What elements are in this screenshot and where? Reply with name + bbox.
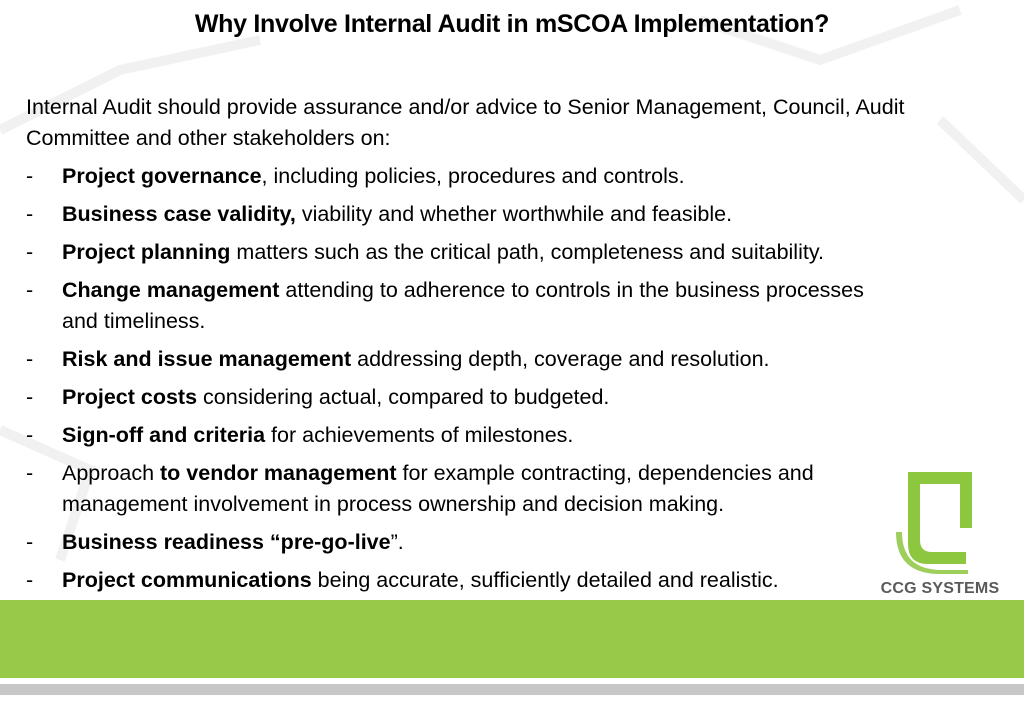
bullet-marker: - (26, 240, 34, 264)
list-item: - Change management attending to adherence to controls in the business processes and timeliness. (26, 275, 882, 337)
logo-text: CCG SYSTEMS (880, 580, 1000, 597)
intro-paragraph: Internal Audit should provide assurance and/or advice to Senior Management, Council, Audit Committee and other stakeholders on: (26, 95, 905, 150)
bullet-marker: - (26, 347, 34, 371)
footer-grey-stripe (0, 684, 1024, 695)
bullet-marker: - (26, 385, 34, 409)
bullet-marker: - (26, 568, 34, 592)
bullet-marker: - (26, 202, 34, 226)
bullet-list (26, 161, 926, 603)
list-item: - Project planning matters such as the critical path, completeness and suitability. (26, 237, 926, 268)
footer-green-band (0, 600, 1024, 678)
bullet-marker: - (26, 278, 34, 302)
bullet-marker: - (26, 461, 34, 485)
bullet-marker: - (26, 423, 34, 447)
list-item: - Project governance, including policies, procedures and controls. (26, 161, 926, 192)
list-item: - Business case validity, viability and whether worthwhile and feasible. (26, 199, 926, 230)
bullet-marker: - (26, 164, 34, 188)
list-item: - Project costs considering actual, compared to budgeted. (26, 382, 926, 413)
bullet-marker: - (26, 530, 34, 554)
ccg-systems-logo (876, 470, 1004, 602)
slide-title: Why Involve Internal Audit in mSCOA Implementation? (194, 10, 830, 38)
list-item: - Risk and issue management addressing depth, coverage and resolution. (26, 344, 926, 375)
list-item: - Approach to vendor management for example contracting, dependencies and management involvement in process ownership and decision making. (26, 458, 932, 520)
list-item: - Sign-off and criteria for achievements of milestones. (26, 420, 926, 451)
list-item: - Business readiness “pre-go-live”. (26, 527, 926, 558)
ccg-logo-icon (876, 470, 1004, 578)
list-item: - Project communications being accurate, sufficiently detailed and realistic. (26, 565, 926, 596)
